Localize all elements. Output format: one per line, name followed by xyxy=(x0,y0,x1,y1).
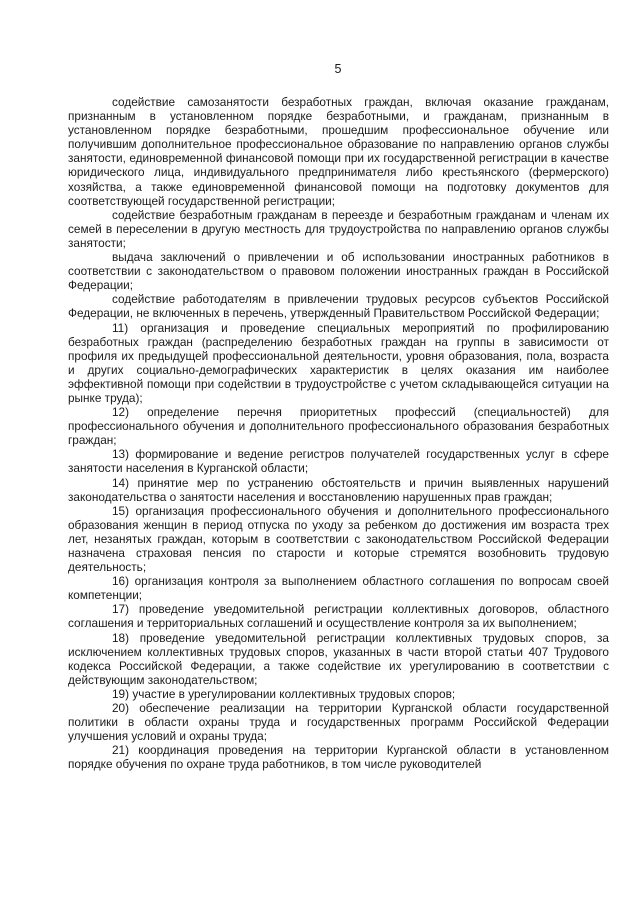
paragraph-item-19: 19) участие в урегулировании коллективных трудовых споров; xyxy=(112,686,456,701)
paragraph-item-21: 21) координация проведения на территории Курганской области в установленном порядке обучения по охране труда работников, в том числе руководителей xyxy=(68,743,609,772)
page-number: 5 xyxy=(334,62,342,76)
paragraph-item-11: 11) организация и проведение специальных мероприятий по профилированию безработных граждан (распределению безработных граждан на группы в зависимости от профиля их предыдущей профессиональной деятельности, уровня образования, пола, возраста и других социально-демографических характеристик в целях оказания им наиболее эффективной помощи при содействии в трудоустройстве с учетом складывающейся ситуации на рынке труда); xyxy=(68,320,609,405)
paragraph-self-employment-support: содействие самозанятости безработных граждан, включая оказание гражданам, признанным в установленном порядке безработными, и гражданам, признанным в установленном порядке безработными, прошедшим профессиональное обучение или получившим дополнительное профессиональное образование по направлению органов службы занятости, единовременной финансовой помощи при их государственной регистрации в качестве юридического лица, индивидуального предпринимателя либо крестьянского (фермерского) хозяйства, а также единовременной финансовой помощи на подготовку документов для соответствующей государственной регистрации; xyxy=(68,95,609,208)
paragraph-item-14: 14) принятие мер по устранению обстоятельств и причин выявленных нарушений законодательства о занятости населения и восстановлению нарушенных прав граждан; xyxy=(68,475,609,504)
paragraph-item-12: 12) определение перечня приоритетных профессий (специальностей) для профессионального обучения и дополнительного профессионального образования безработных граждан; xyxy=(68,405,609,448)
paragraph-foreign-workers-conclusions: выдача заключений о привлечении и об использовании иностранных работников в соответствии с законодательством о правовом положении иностранных граждан в Российской Федерации; xyxy=(68,250,609,293)
paragraph-relocation-support: содействие безработным гражданам в переезде и безработным гражданам и членам их семей в переселении в другую местность для трудоустройства по направлению органов службы занятости; xyxy=(68,207,609,250)
paragraph-item-20: 20) обеспечение реализации на территории Курганской области государственной политики в области охраны труда и государственных программ Российской Федерации улучшения условий и охраны труда; xyxy=(68,701,609,744)
paragraph-item-17: 17) проведение уведомительной регистрации коллективных договоров, областного соглашения и территориальных соглашений и осуществление контроля за их выполнением; xyxy=(68,602,609,631)
paragraph-item-15: 15) организация профессионального обучения и дополнительного профессионального образования женщин в период отпуска по уходу за ребенком до достижения им возраста трех лет, незанятых граждан, которым в соответствии с законодательством Российской Федерации назначена страховая пенсия по старости и которые стремятся возобновить трудовую деятельность; xyxy=(68,503,609,575)
paragraph-item-16: 16) организация контроля за выполнением областного соглашения по вопросам своей компетенции; xyxy=(68,574,609,603)
paragraph-item-18: 18) проведение уведомительной регистрации коллективных трудовых споров, за исключением коллективных трудовых споров, указанных в части второй статьи 407 Трудового кодекса Российской Федерации, а также содействие их урегулированию в соответствии с действующим законодательством; xyxy=(68,630,609,687)
paragraph-employer-labor-resources: содействие работодателям в привлечении трудовых ресурсов субъектов Российской Федерации, не включенных в перечень, утвержденный Правительством Российской Федерации; xyxy=(68,292,609,321)
document-body xyxy=(68,95,609,772)
paragraph-item-13: 13) формирование и ведение регистров получателей государственных услуг в сфере занятости населения в Курганской области; xyxy=(68,447,609,476)
